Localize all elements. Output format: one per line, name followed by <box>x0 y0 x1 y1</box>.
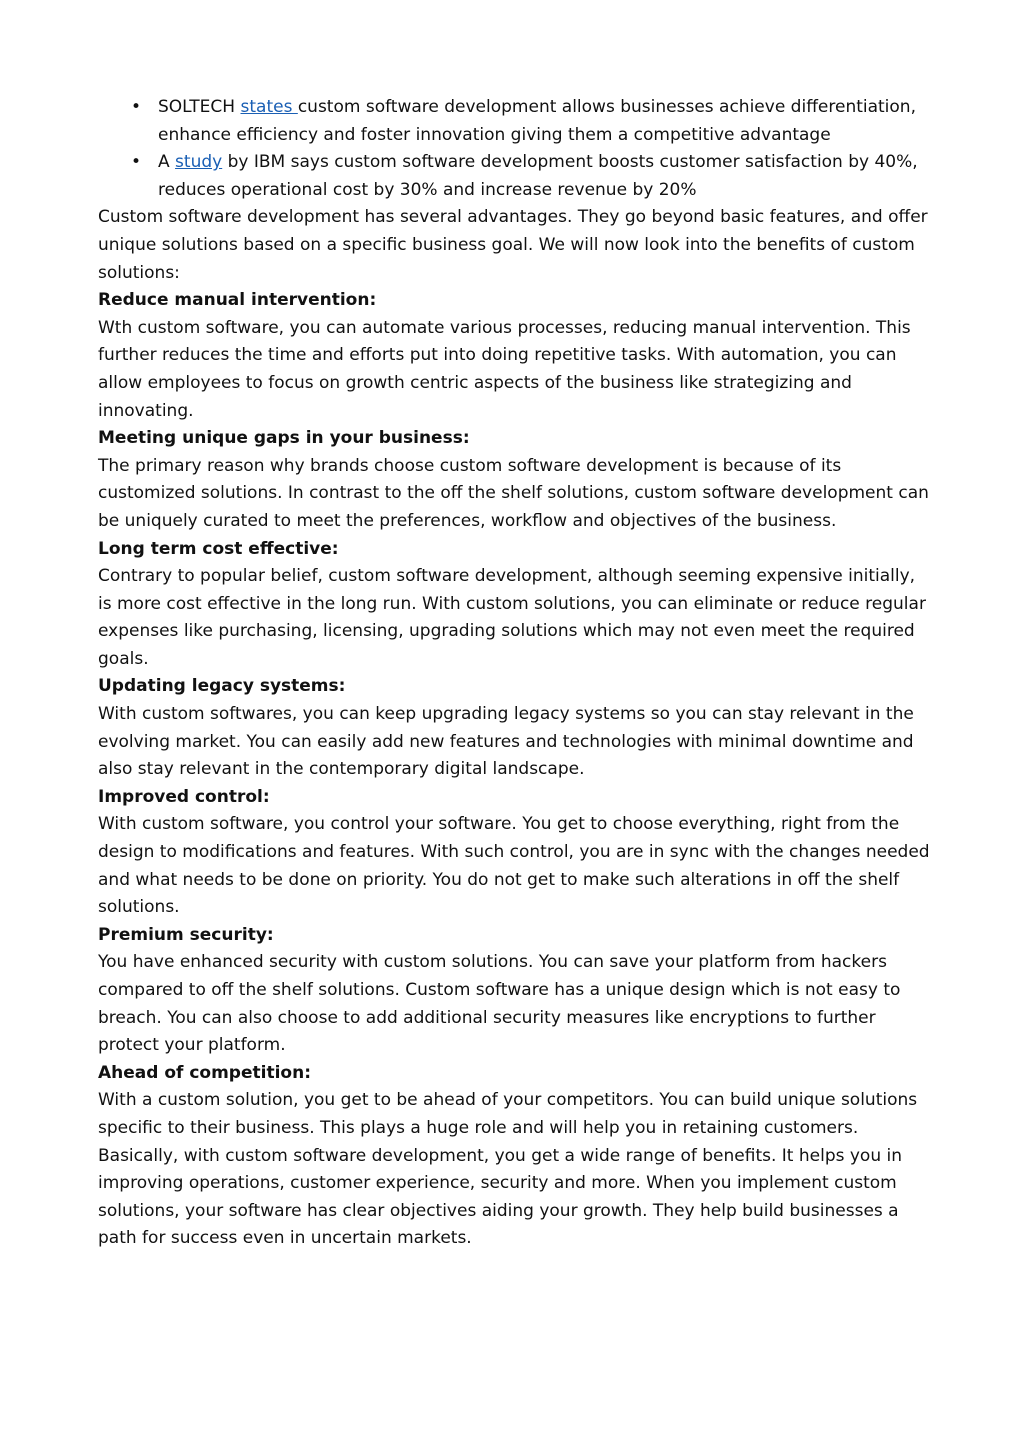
section-heading-cost-effective: Long term cost effective: <box>98 538 339 559</box>
bullet-text-after: by IBM says custom software development boosts customer satisfaction by 40%, reduces operational cost by 30% and increase revenue by 20% <box>158 152 918 200</box>
section-heading-ahead-of-competition: Ahead of competition: <box>98 1062 311 1083</box>
bullet-text-before: A <box>158 152 176 173</box>
section-body-unique-gaps: The primary reason why brands choose custom software development is because of its customized solutions. In contrast to the off the shelf solutions, custom software development can be uniquely curated to meet the preferences, workflow and objectives of the business. <box>98 455 929 531</box>
bullet-icon: • <box>131 152 142 173</box>
section-body-ahead-of-competition: With a custom solution, you get to be ahead of your competitors. You can build unique solutions specific to their business. This plays a huge role and will help you in retaining customers. <box>98 1090 918 1138</box>
bullet-item-ibm-study <box>98 149 930 204</box>
section-heading-unique-gaps: Meeting unique gaps in your business: <box>98 428 470 449</box>
section-body-cost-effective-continued: expenses like purchasing, licensing, upgrading solutions which may not even meet the required goals. <box>98 621 915 669</box>
section-body-premium-security: You have enhanced security with custom solutions. You can save your platform from hackers compared to off the shelf solutions. Custom software has a unique design which is not easy to breach. You can also choose to add additional security measures like encryptions to further protect your platform. <box>98 952 901 1056</box>
section-heading-reduce-manual: Reduce manual intervention: <box>98 290 377 311</box>
study-link[interactable]: study <box>175 152 223 173</box>
section-body-legacy-systems: With custom softwares, you can keep upgrading legacy systems so you can stay relevant in the evolving market. You can easily add new features and technologies with minimal downtime and also stay relevant in the contemporary digital landscape. <box>98 704 914 780</box>
stats-bullet-list <box>98 94 930 204</box>
states-link[interactable]: states <box>240 97 298 117</box>
section-heading-improved-control: Improved control: <box>98 786 270 807</box>
bullet-text-before: SOLTECH <box>158 97 241 117</box>
bullet-text-after: custom software development allows businesses achieve differentiation, enhance efficiency and foster innovation giving them a competitive advantage <box>158 97 916 145</box>
document-page <box>98 94 930 1253</box>
section-body-cost-effective: Contrary to popular belief, custom software development, although seeming expensive initially, is more cost effective in the long run. With custom solutions, you can eliminate or reduce regular <box>98 566 926 614</box>
bullet-icon: • <box>131 97 142 117</box>
section-body-reduce-manual: Wth custom software, you can automate various processes, reducing manual intervention. This further reduces the time and efforts put into doing repetitive tasks. With automation, you can allow employees to focus on growth centric aspects of the business like strategizing and innovating. <box>98 317 911 421</box>
conclusion-paragraph: Basically, with custom software development, you get a wide range of benefits. It helps you in improving operations, customer experience, security and more. When you implement custom solutions, your software has clear objectives aiding your growth. They help build businesses a path for success even in uncertain markets. <box>98 1145 903 1249</box>
intro-paragraph: Custom software development has several advantages. They go beyond basic features, and offer unique solutions based on a specific business goal. We will now look into the benefits of custom solutions: <box>98 207 928 283</box>
section-body-improved-control: With custom software, you control your software. You get to choose everything, right from the design to modifications and features. With such control, you are in sync with the changes needed and what needs to be done on priority. You do not get to make such alterations in off the shelf solutions. <box>98 814 930 918</box>
bullet-item-soltech <box>98 94 930 149</box>
section-heading-premium-security: Premium security: <box>98 924 274 945</box>
section-heading-legacy-systems: Updating legacy systems: <box>98 676 346 697</box>
